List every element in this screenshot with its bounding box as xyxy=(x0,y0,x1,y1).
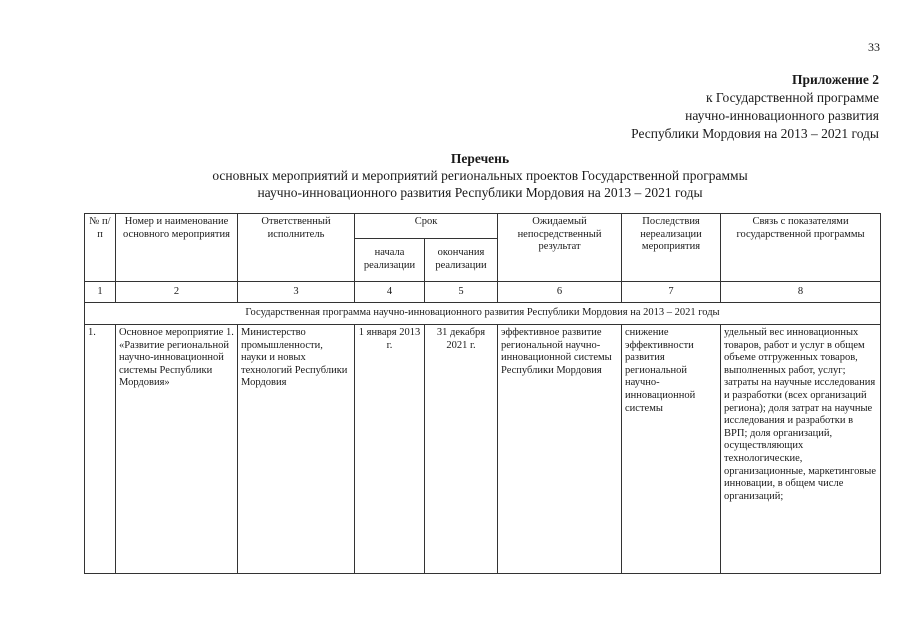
activities-table xyxy=(84,213,881,574)
row-name: Основное мероприятие 1. «Развитие региональной научно-инновационной системы Республики Мордовия» xyxy=(116,325,238,574)
header-term: Срок xyxy=(355,214,498,239)
header-name: Номер и наименование основного мероприятия xyxy=(116,214,238,282)
row-result: эффективное развитие региональной научно-инновационной системы Республики Мордовия xyxy=(498,325,622,574)
row-num: 1. xyxy=(85,325,116,574)
document-subtitle-line: основных мероприятий и мероприятий региональных проектов Государственной программы xyxy=(212,168,748,183)
table-row xyxy=(85,325,881,574)
appendix-block xyxy=(579,71,879,143)
page-number: 33 xyxy=(868,40,880,54)
header-row xyxy=(85,214,881,239)
document-title: Перечень xyxy=(450,151,510,166)
appendix-title: Приложение 2 xyxy=(791,72,879,87)
header-term-end: окончания реализации xyxy=(425,239,498,282)
program-title: Государственная программа научно-инновационного развития Республики Мордовия на 2013 – 2021 годы xyxy=(85,303,881,325)
header-link: Связь с показателями государственной программы xyxy=(721,214,881,282)
row-consequences: снижение эффективности развития региональной научно-инновационной системы xyxy=(622,325,721,574)
column-number: 8 xyxy=(721,282,881,303)
column-number: 6 xyxy=(498,282,622,303)
document-heading xyxy=(80,150,880,201)
appendix-line: к Государственной программе xyxy=(705,90,879,105)
header-result: Ожидаемый непосредственный результат xyxy=(498,214,622,282)
appendix-line: Республики Мордовия на 2013 – 2021 годы xyxy=(631,126,879,141)
row-end: 31 декабря 2021 г. xyxy=(425,325,498,574)
column-number: 2 xyxy=(116,282,238,303)
row-executor: Министерство промышленности, науки и новых технологий Республики Мордовия xyxy=(238,325,355,574)
header-num: № п/п xyxy=(85,214,116,282)
column-number: 5 xyxy=(425,282,498,303)
appendix-line: научно-инновационного развития xyxy=(685,108,879,123)
header-executor: Ответственный исполнитель xyxy=(238,214,355,282)
column-number-row xyxy=(85,282,881,303)
program-row xyxy=(85,303,881,325)
column-number: 7 xyxy=(622,282,721,303)
row-link: удельный вес инновационных товаров, работ и услуг в общем объеме отгруженных товаров, выполненных работ, услуг; затраты на научные исследования и разработки (всех организаций региона); доля затрат на научные исследования и разработки в ВРП; доля организаций, осуществляющих технологические, организационные, маркетинговые инновации, в общем числе организаций; xyxy=(721,325,881,574)
document-subtitle-line: научно-инновационного развития Республики Мордовия на 2013 – 2021 годы xyxy=(257,185,703,200)
column-number: 3 xyxy=(238,282,355,303)
header-consequences: Последствия нереализации мероприятия xyxy=(622,214,721,282)
column-number: 4 xyxy=(355,282,425,303)
header-term-start: начала реализации xyxy=(355,239,425,282)
row-start: 1 января 2013 г. xyxy=(355,325,425,574)
column-number: 1 xyxy=(85,282,116,303)
